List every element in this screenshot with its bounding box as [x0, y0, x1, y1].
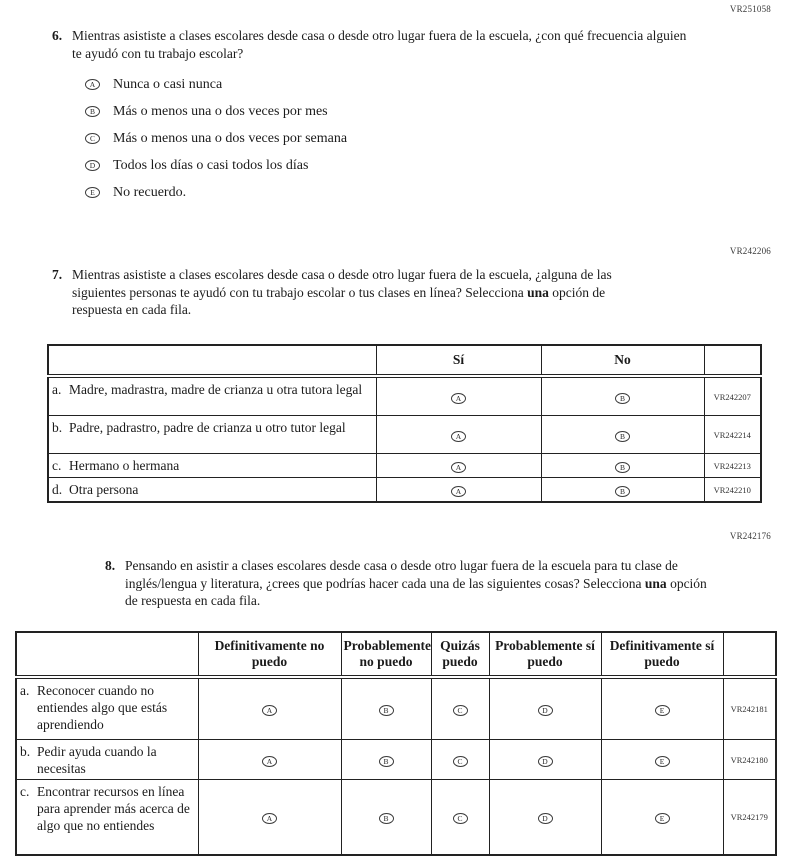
row-label: Otra persona: [69, 482, 139, 497]
row-c-code: VR242179: [723, 780, 776, 856]
row-a-code: VR242181: [723, 677, 776, 740]
row-a-cell-e: [601, 677, 723, 740]
row-d-label-cell: [48, 478, 376, 503]
question-6-stem: [52, 27, 712, 62]
row-b-cell-d: [489, 740, 601, 780]
row-letter: b.: [20, 744, 31, 759]
empty-header-cell: [16, 632, 198, 677]
bubble-d-icon[interactable]: D: [538, 756, 553, 767]
bubble-c-icon[interactable]: C: [453, 705, 468, 716]
question-8: [105, 557, 717, 610]
option-b-label: Más o menos una o dos veces por mes: [113, 103, 328, 119]
row-a-cell-b: [341, 677, 431, 740]
row-a-cell-c: [431, 677, 489, 740]
question-8-stem: [105, 557, 717, 610]
row-b-cell-a: [198, 740, 341, 780]
bubble-a-icon[interactable]: A: [262, 756, 277, 767]
bubble-a-icon[interactable]: A: [451, 462, 466, 473]
option-e: [85, 179, 712, 206]
row-b-cell-e: [601, 740, 723, 780]
question-7-table: [47, 344, 762, 503]
bubble-c-icon[interactable]: C: [453, 813, 468, 824]
option-e-label: No recuerdo.: [113, 184, 187, 200]
option-a-label: Nunca o casi nunca: [113, 76, 223, 92]
form-code-q6: VR251058: [729, 4, 771, 14]
question-6-options: [85, 71, 712, 206]
row-c-label-cell: [48, 454, 376, 478]
bubble-a-icon[interactable]: A: [262, 813, 277, 824]
form-code-q7: VR242206: [729, 246, 771, 256]
empty-code-header-cell: [723, 632, 776, 677]
row-label: Hermano o hermana: [69, 458, 180, 473]
header-no: No: [541, 345, 704, 376]
bubble-b-icon[interactable]: B: [85, 106, 100, 117]
question-6-text: Mientras asististe a clases escolares desde casa o desde otro lugar fuera de la escuela, ¿con qué frecuencia alguien te ayudó con tu trabajo escolar?: [72, 28, 687, 61]
row-b-label-cell: [16, 740, 198, 780]
row-b-label-cell: [48, 416, 376, 454]
question-8-table: [15, 631, 777, 856]
row-letter: b.: [52, 420, 63, 435]
row-a-yes-cell: [376, 376, 541, 416]
row-c-yes-cell: [376, 454, 541, 478]
row-a-label-cell: [16, 677, 198, 740]
table-row: [48, 478, 761, 503]
empty-header-cell: [48, 345, 376, 376]
empty-code-header-cell: [704, 345, 761, 376]
row-c-no-cell: [541, 454, 704, 478]
bubble-b-icon[interactable]: B: [615, 486, 630, 497]
row-c-cell-e: [601, 780, 723, 856]
bubble-b-icon[interactable]: B: [615, 431, 630, 442]
option-d: [85, 152, 712, 179]
row-c-cell-c: [431, 780, 489, 856]
header-probably-can: Probablemente sí puedo: [489, 632, 601, 677]
question-8-number: 8.: [105, 558, 116, 573]
row-label: Encontrar recursos en línea para aprender más acerca de algo que no entiendes: [37, 784, 190, 833]
option-a: [85, 71, 712, 98]
row-a-no-cell: [541, 376, 704, 416]
table-header-row: [48, 345, 761, 376]
question-7: [52, 266, 660, 319]
table-row: [16, 677, 776, 740]
table-row: [48, 454, 761, 478]
question-7-text: Mientras asististe a clases escolares desde casa o desde otro lugar fuera de la escuela, ¿alguna de las siguientes personas te ayudó con tu trabajo escolar o tus clases en línea? Selecciona una opción de respuesta en cada fila.: [72, 267, 612, 317]
row-label: Pedir ayuda cuando la necesitas: [37, 744, 157, 776]
bubble-a-icon[interactable]: A: [451, 486, 466, 497]
row-b-code: VR242180: [723, 740, 776, 780]
row-b-cell-b: [341, 740, 431, 780]
row-c-label-cell: [16, 780, 198, 856]
bubble-c-icon[interactable]: C: [453, 756, 468, 767]
row-label: Madre, madrastra, madre de crianza u otra tutora legal: [69, 382, 363, 397]
row-d-no-cell: [541, 478, 704, 503]
row-b-code: VR242214: [704, 416, 761, 454]
row-c-cell-b: [341, 780, 431, 856]
row-letter: a.: [20, 683, 30, 698]
header-yes: Sí: [376, 345, 541, 376]
row-c-code: VR242213: [704, 454, 761, 478]
row-letter: a.: [52, 382, 62, 397]
header-definitely-can: Definitivamente sí puedo: [601, 632, 723, 677]
row-letter: d.: [52, 482, 63, 497]
question-6-number: 6.: [52, 28, 63, 43]
form-code-q8: VR242176: [729, 531, 771, 541]
bubble-b-icon[interactable]: B: [379, 705, 394, 716]
table-row: [16, 780, 776, 856]
bubble-d-icon[interactable]: D: [538, 705, 553, 716]
question-7-stem: [52, 266, 660, 319]
bubble-d-icon[interactable]: D: [85, 160, 100, 171]
header-maybe-can: Quizás puedo: [431, 632, 489, 677]
row-b-yes-cell: [376, 416, 541, 454]
row-label: Padre, padrastro, padre de crianza u otro tutor legal: [69, 420, 346, 435]
bubble-e-icon[interactable]: E: [655, 813, 670, 824]
bubble-b-icon[interactable]: B: [615, 393, 630, 404]
bubble-c-icon[interactable]: C: [85, 133, 100, 144]
row-a-cell-d: [489, 677, 601, 740]
bubble-a-icon[interactable]: A: [85, 79, 100, 90]
table-row: [48, 376, 761, 416]
row-letter: c.: [52, 458, 62, 473]
header-probably-cannot: Probablemente no puedo: [341, 632, 431, 677]
bubble-e-icon[interactable]: E: [655, 705, 670, 716]
option-c: [85, 125, 712, 152]
row-c-cell-d: [489, 780, 601, 856]
table-row: [48, 416, 761, 454]
table-row: [16, 740, 776, 780]
bubble-a-icon[interactable]: A: [262, 705, 277, 716]
option-c-label: Más o menos una o dos veces por semana: [113, 130, 348, 146]
row-label: Reconocer cuando no entiendes algo que estás aprendiendo: [37, 683, 168, 732]
bubble-b-icon[interactable]: B: [615, 462, 630, 473]
row-c-cell-a: [198, 780, 341, 856]
row-b-cell-c: [431, 740, 489, 780]
row-d-code: VR242210: [704, 478, 761, 503]
row-b-no-cell: [541, 416, 704, 454]
option-d-label: Todos los días o casi todos los días: [113, 157, 309, 173]
bubble-e-icon[interactable]: E: [655, 756, 670, 767]
bubble-a-icon[interactable]: A: [451, 393, 466, 404]
question-7-number: 7.: [52, 267, 63, 282]
row-a-cell-a: [198, 677, 341, 740]
question-6: [52, 27, 712, 206]
bubble-a-icon[interactable]: A: [451, 431, 466, 442]
row-letter: c.: [20, 784, 30, 799]
row-a-label-cell: [48, 376, 376, 416]
option-b: [85, 98, 712, 125]
row-a-code: VR242207: [704, 376, 761, 416]
bubble-e-icon[interactable]: E: [85, 187, 100, 198]
bubble-b-icon[interactable]: B: [379, 756, 394, 767]
bubble-d-icon[interactable]: D: [538, 813, 553, 824]
bubble-b-icon[interactable]: B: [379, 813, 394, 824]
question-8-text: Pensando en asistir a clases escolares desde casa o desde otro lugar fuera de la escuela para tu clase de inglés/lengua y literatura, ¿crees que podrías hacer cada una de las siguientes cosas? Selecciona una opción de respuesta en cada fila.: [125, 558, 707, 608]
row-d-yes-cell: [376, 478, 541, 503]
table-header-row: [16, 632, 776, 677]
header-definitely-cannot: Definitivamente no puedo: [198, 632, 341, 677]
